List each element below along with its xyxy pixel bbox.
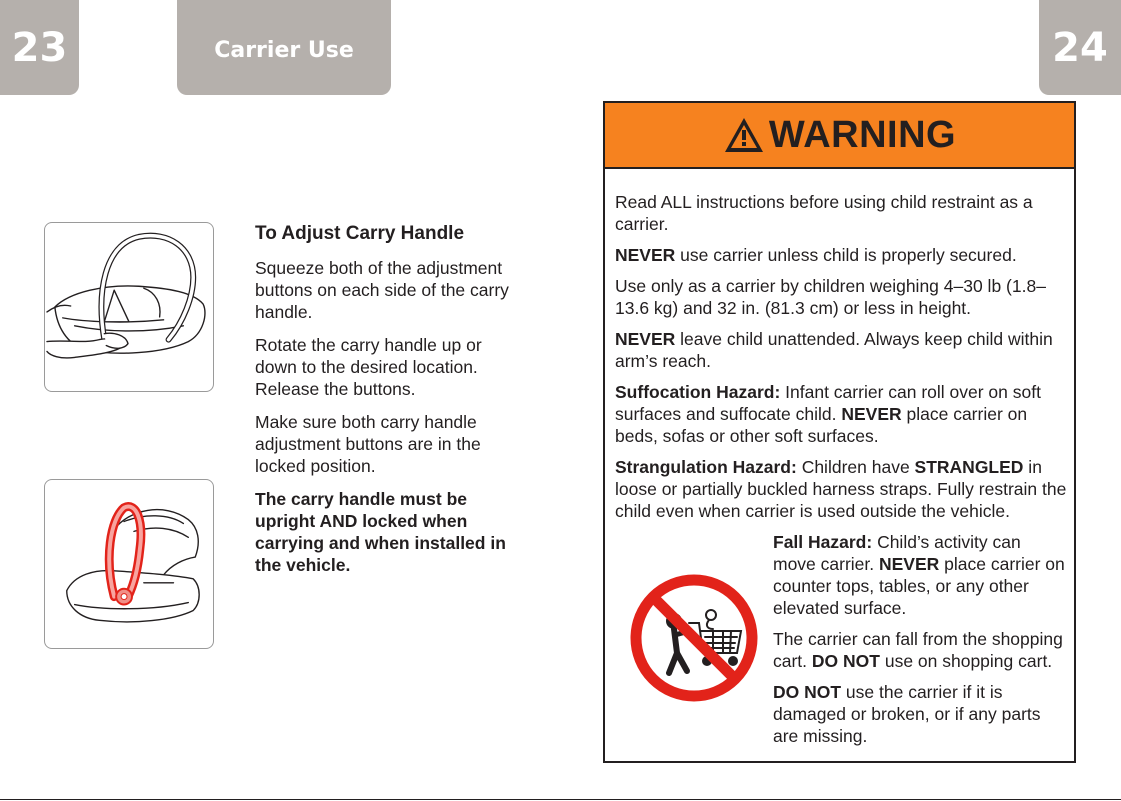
footer-rule (0, 799, 1121, 800)
warning-p6: Strangulation Hazard: Children have STRANGLED in loose or partially buckled harness straps. Fully restrain the child even when carrier is used outside the vehicle. (615, 457, 1067, 521)
instruction-step-1: Squeeze both of the adjustment buttons on each side of the carry handle. (255, 258, 509, 322)
section-title-tab: Carrier Use (177, 0, 391, 95)
instruction-step-3: Make sure both carry handle adjustment buttons are in the locked position. (255, 412, 481, 476)
warning-p7: Fall Hazard: Child’s activity can move carrier. NEVER place carrier on counter tops, tables, or any other elevated surface. (773, 532, 1065, 618)
warning-body (605, 169, 1074, 756)
fall-hazard-section (615, 531, 1068, 756)
warning-p5: Suffocation Hazard: Infant carrier can roll over on soft surfaces and suffocate child. NEVER place carrier on beds, sofas or other soft surfaces. (615, 382, 1041, 446)
warning-p2: NEVER use carrier unless child is properly secured. (615, 245, 1017, 265)
warning-box (603, 101, 1076, 763)
no-shopping-cart-icon (629, 573, 759, 703)
warning-p1: Read ALL instructions before using child restraint as a carrier. (615, 192, 1033, 234)
carrier-handle-upright-illustration (44, 479, 214, 649)
warning-triangle-icon (723, 116, 765, 154)
page-number-left: 23 (0, 0, 79, 95)
warning-p8: The carrier can fall from the shopping cart. DO NOT use on shopping cart. (773, 629, 1063, 671)
warning-header (605, 103, 1074, 169)
instruction-emphasis: The carry handle must be upright AND locked when carrying and when installed in the vehicle. (255, 489, 506, 575)
instructions-heading: To Adjust Carry Handle (255, 223, 465, 244)
warning-p3: Use only as a carrier by children weighing 4–30 lb (1.8–13.6 kg) and 32 in. (81.3 cm) or less in height. (615, 276, 1046, 318)
instruction-step-2: Rotate the carry handle up or down to the desired location. Release the buttons. (255, 335, 482, 399)
warning-p4: NEVER leave child unattended. Always keep child within arm’s reach. (615, 329, 1053, 371)
warning-p9: DO NOT use the carrier if it is damaged or broken, or if any parts are missing. (773, 682, 1041, 746)
carrier-handle-squeeze-illustration (44, 222, 214, 392)
warning-title: WARNING (768, 113, 957, 156)
carry-handle-instructions (255, 223, 517, 587)
page-number-right: 24 (1039, 0, 1121, 95)
